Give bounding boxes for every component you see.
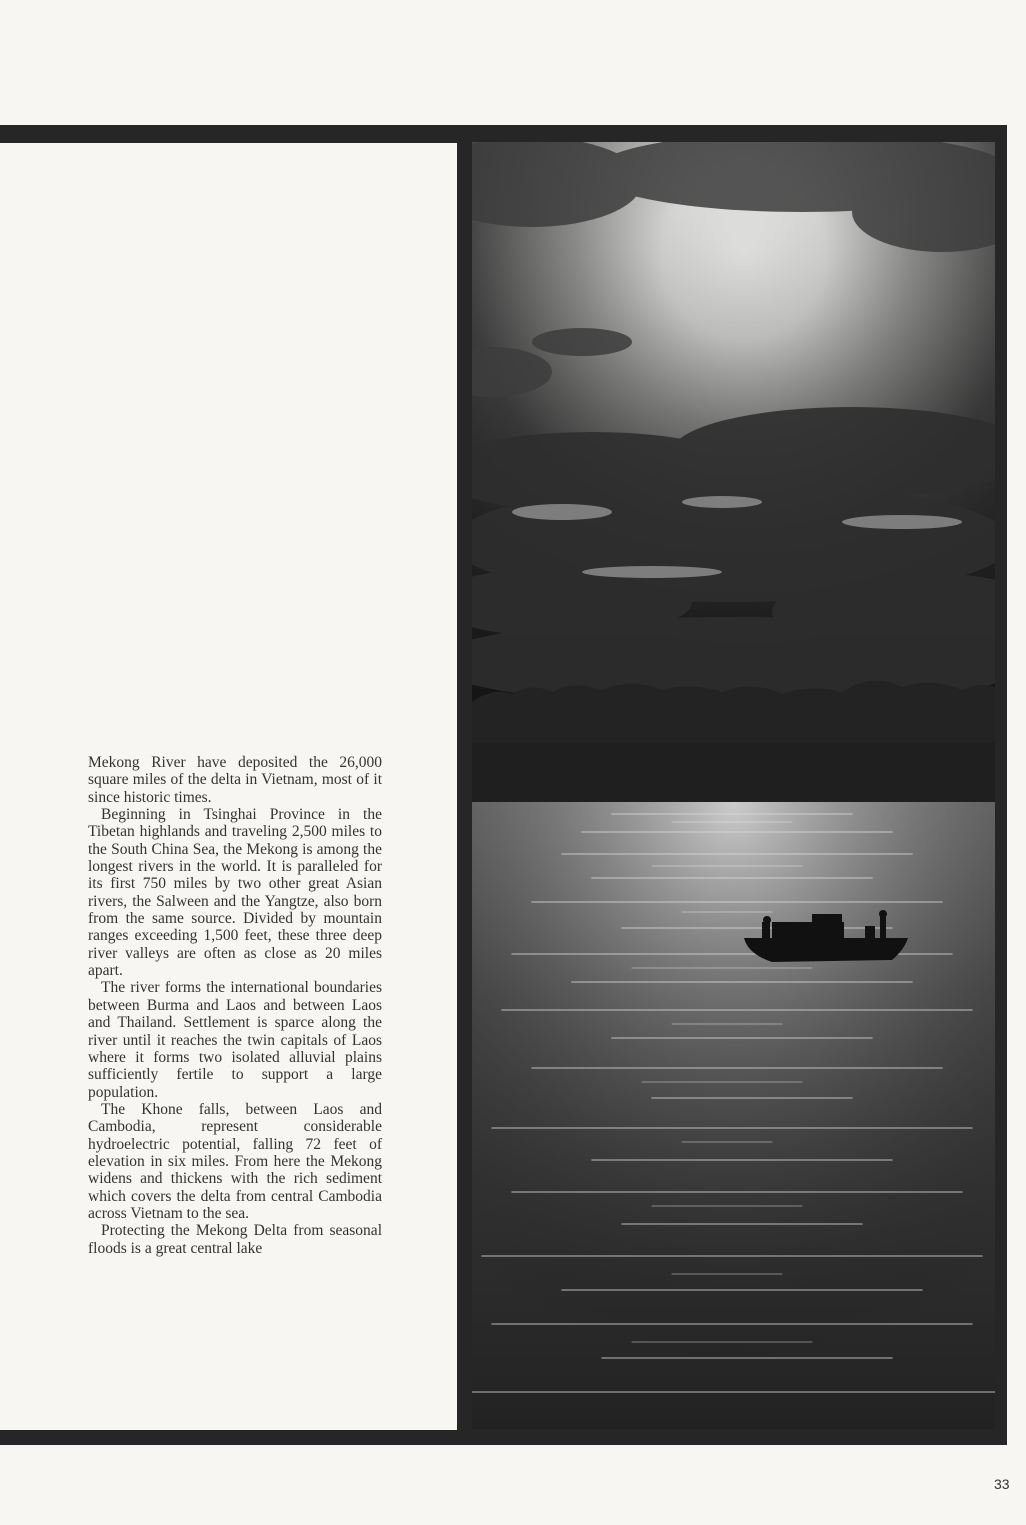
paragraph-1: Mekong River have deposited the 26,000 square miles of the delta in Vietnam, most of it since historic times. [88,754,382,806]
river-sunset-photo-svg [472,142,995,1429]
paragraph-4: The Khone falls, between Laos and Cambodia, represent considerable hydroelectric potential, falling 72 feet of elevation in six miles. From here the Mekong widens and thickens with the rich sediment which covers the delta from central Cambodia across Vietnam to the sea. [88,1100,382,1222]
page-number: 33 [994,1476,1010,1492]
paragraph-5: Protecting the Mekong Delta from seasonal floods is a great central lake [88,1222,382,1257]
article-body [88,754,382,1257]
paragraph-3: The river forms the international boundaries between Burma and Laos and between Laos and Thailand. Settlement is sparce along the river until it reaches the twin capitals of Laos where it forms two isolated alluvial plains sufficiently fertile to support a large population. [88,979,382,1101]
paragraph-2: Beginning in Tsinghai Province in the Tibetan highlands and traveling 2,500 miles to the South China Sea, the Mekong is among the longest rivers in the world. It is paralleled for its first 750 miles by two other great Asian rivers, the Salween and the Yangtze, also born from the same source. Divided by mountain ranges exceeding 1,500 feet, these three deep river valleys are often as close as 20 miles apart. [88,806,382,980]
river-sunset-photo [472,142,995,1429]
boat-silhouette [744,910,908,962]
